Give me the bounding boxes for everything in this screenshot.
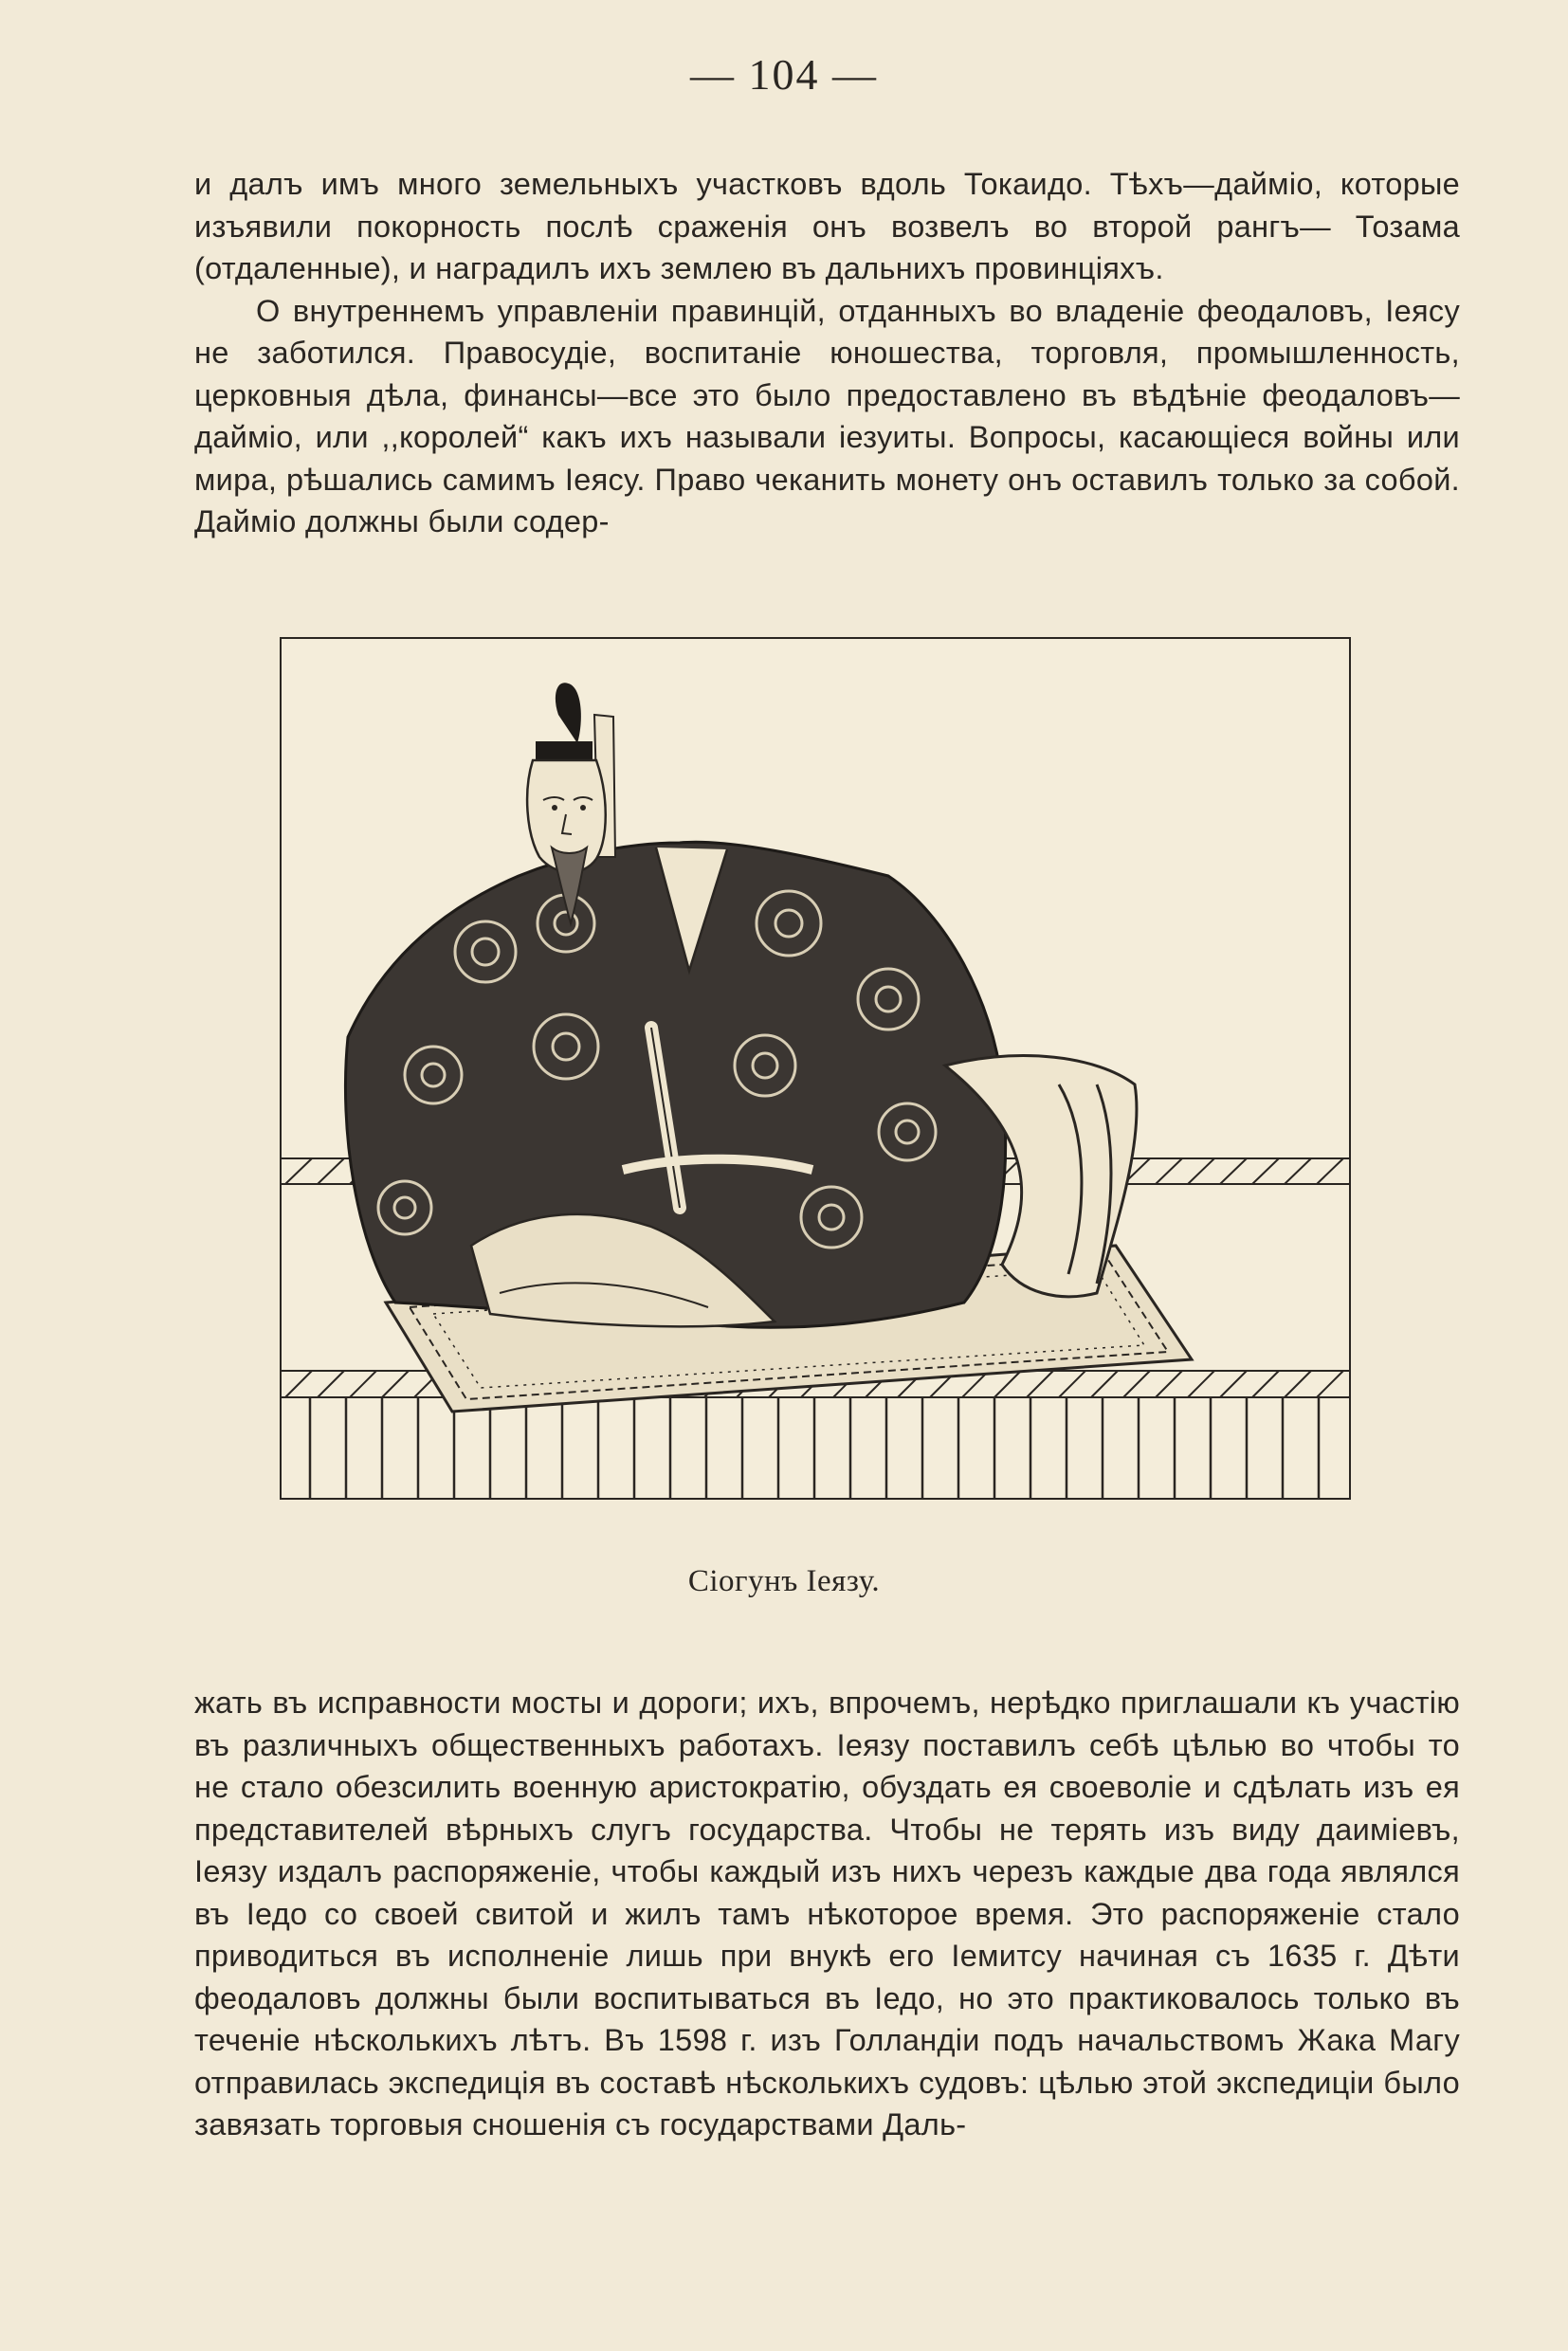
paragraph-internal-governance: О внутреннемъ управленiи правинцiй, отданныхъ во владенiе феодаловъ, Iеясу не заботился. Правосудiе, воспитанiе юношества, торговля, промышленность, церковныя дѣла, финансы—все это было предоставлено въ вѣдѣнiе феодаловъ—даймiо, или ,,королей“ какъ ихъ называли iезуиты. Вопросы, касающiеся войны или мира, рѣшались самимъ Iеясу. Право чеканить монету онъ оставилъ только за собой. Даймiо должны были содер-: [194, 293, 1460, 538]
paragraph-continuation: и далъ имъ много земельныхъ участковъ вдоль Токаидо. Тѣхъ—даймiо, которые изъявили покорность послѣ сраженiя онъ возвелъ во второй рангъ— Тозама (отдаленные), и наградилъ ихъ землею въ дальнихъ провинцiяхъ.: [194, 167, 1460, 285]
page-number: — 104 —: [690, 50, 878, 99]
balustrade: [310, 1397, 1319, 1498]
text-block-bottom: [194, 1682, 1460, 2146]
figure-caption: Сiогунъ Iеязу.: [687, 1564, 881, 1598]
text-block-top: [194, 163, 1460, 543]
shogun-illustration: [280, 637, 1351, 1500]
robe: [345, 842, 1005, 1327]
shogun-engraving: [282, 639, 1349, 1498]
paragraph-roads-and-daimyo: жать въ исправности мосты и дороги; ихъ, впрочемъ, нерѣдко приглашали къ участiю въ различныхъ общественныхъ работахъ. Iеязу поставилъ себѣ цѣлью во чтобы то не стало обезсилить военную аристократiю, обуздать ея своеволiе и сдѣлать изъ ея представителей вѣрныхъ слугъ государства. Чтобы не терять изъ виду даимiевъ, Iеязу издалъ распоряженiе, чтобы каждый изъ нихъ черезъ каждые два года являлся въ Iедо со своей свитой и жилъ тамъ нѣкоторое время. Это распоряженiе стало приводиться въ исполненiе лишь при внукѣ его Iемитсу начиная съ 1635 г. Дѣти феодаловъ должны были воспитываться въ Iедо, но это практиковалось только въ теченiе нѣсколькихъ лѣтъ. Въ 1598 г. изъ Голландiи подъ начальствомъ Жака Магу отправилась экспедицiя въ составѣ нѣсколькихъ судовъ: цѣлью этой экспедицiи было завязать торговыя сношенiя съ государствами Даль-: [194, 1686, 1460, 2141]
